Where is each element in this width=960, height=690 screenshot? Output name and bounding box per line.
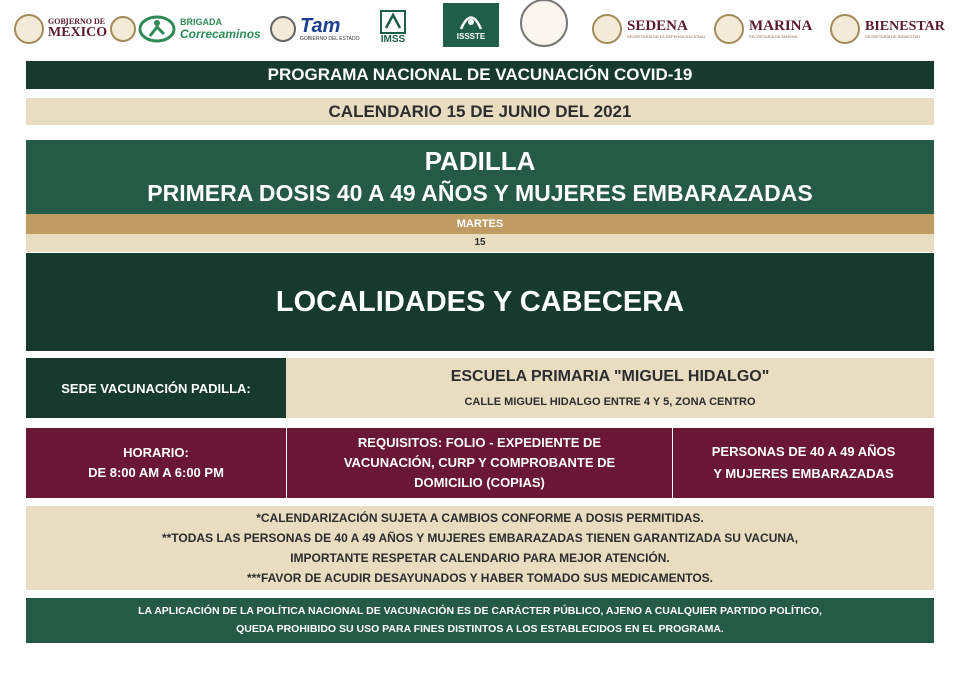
municipio-name: PADILLA: [424, 146, 536, 176]
note-1: *CALENDARIZACIÓN SUJETA A CAMBIOS CONFORME A DOSIS PERMITIDAS.: [256, 511, 704, 525]
sede-row: [26, 358, 934, 418]
marina-label: MARINA: [749, 18, 813, 34]
marina-logo: [714, 10, 812, 48]
day-number: 15: [26, 234, 934, 252]
personas-line2: Y MUJERES EMBARAZADAS: [713, 466, 894, 481]
legal-footer: [26, 598, 934, 643]
notes-block: [26, 506, 934, 590]
tamaulipas-logo: [270, 10, 359, 48]
brigada-line1: BRIGADA: [180, 17, 222, 27]
school-name: ESCUELA PRIMARIA "MIGUEL HIDALGO": [450, 368, 770, 385]
issste-logo: [443, 3, 499, 47]
marina-sub: SECRETARÍA DE MARINA: [749, 34, 798, 39]
calendar-title: CALENDARIO 15 DE JUNIO DEL 2021: [26, 98, 934, 125]
note-3: IMPORTANTE RESPETAR CALENDARIO PARA MEJOR ATENCIÓN.: [290, 551, 670, 565]
program-title: PROGRAMA NACIONAL DE VACUNACIÓN COVID-19: [26, 61, 934, 89]
eagle-seal-icon: [14, 14, 44, 44]
anniversary-seal-icon: [110, 16, 136, 42]
requisitos-line2: VACUNACIÓN, CURP Y COMPROBANTE DE: [343, 455, 616, 470]
footer-line1: LA APLICACIÓN DE LA POLÍTICA NACIONAL DE VACUNACIÓN ES DE CARÁCTER PÚBLICO, AJENO A CUALQUIER PARTIDO POLÍTICO,: [138, 605, 822, 617]
national-seal-icon: [520, 0, 568, 47]
note-4: ***FAVOR DE ACUDIR DESAYUNADOS Y HABER TOMADO SUS MEDICAMENTOS.: [246, 571, 714, 585]
runner-icon: [138, 14, 176, 44]
bienestar-label: BIENESTAR: [865, 18, 945, 34]
marina-seal-icon: [714, 14, 744, 44]
sedena-label: SEDENA: [627, 18, 688, 34]
sedena-logo: [592, 10, 706, 48]
imss-label: IMSS: [380, 34, 406, 45]
horario-cell: [26, 428, 286, 498]
info-row: [26, 428, 934, 498]
requisitos-line1: REQUISITOS: FOLIO - EXPEDIENTE DE: [357, 435, 602, 450]
gobierno-line2: MÉXICO: [48, 25, 108, 40]
imss-icon: [380, 10, 406, 34]
horario-value: DE 8:00 AM A 6:00 PM: [88, 465, 224, 480]
bienestar-logo: [830, 10, 945, 48]
personas-line1: PERSONAS DE 40 A 49 AÑOS: [711, 444, 896, 459]
issste-label: ISSSTE: [456, 31, 486, 41]
school-address: CALLE MIGUEL HIDALGO ENTRE 4 Y 5, ZONA CENTRO: [464, 396, 756, 408]
gobierno-mexico-logo: [14, 10, 136, 48]
brigada-line2: Correcaminos: [180, 27, 261, 41]
footer-line2: QUEDA PROHIBIDO SU USO PARA FINES DISTINTOS A LOS ESTABLECIDOS EN EL PROGRAMA.: [236, 623, 724, 635]
day-name: MARTES: [26, 214, 934, 234]
bienestar-seal-icon: [830, 14, 860, 44]
imss-logo: [380, 10, 406, 48]
horario-label: HORARIO:: [123, 445, 189, 460]
bienestar-sub: SECRETARÍA DE BIENESTAR: [865, 33, 921, 39]
requisitos-cell: [287, 428, 672, 498]
localidades-title: LOCALIDADES Y CABECERA: [26, 253, 934, 351]
tam-label: Tam: [300, 15, 341, 37]
tam-sub: GOBIERNO DEL ESTADO: [300, 36, 360, 42]
sede-label: SEDE VACUNACIÓN PADILLA:: [26, 358, 286, 418]
personas-cell: [673, 428, 934, 498]
logo-strip: [0, 0, 960, 60]
gobierno-line1: GOBIERNO DE: [48, 17, 106, 26]
dose-group: PRIMERA DOSIS 40 A 49 AÑOS Y MUJERES EMBARAZADAS: [147, 180, 813, 206]
note-2: **TODAS LAS PERSONAS DE 40 A 49 AÑOS Y MUJERES EMBARAZADAS TIENEN GARANTIZADA SU VACUNA,: [161, 531, 799, 545]
municipio-block: [26, 140, 934, 214]
requisitos-line3: DOMICILIO (COPIAS): [414, 475, 545, 490]
sedena-sub: SECRETARÍA DE LA DEFENSA NACIONAL: [627, 34, 706, 39]
tamaulipas-seal-icon: [270, 16, 296, 42]
sedena-seal-icon: [592, 14, 622, 44]
brigada-logo: [138, 10, 261, 48]
national-seal-logo: [520, 4, 568, 42]
issste-icon: [458, 10, 484, 32]
